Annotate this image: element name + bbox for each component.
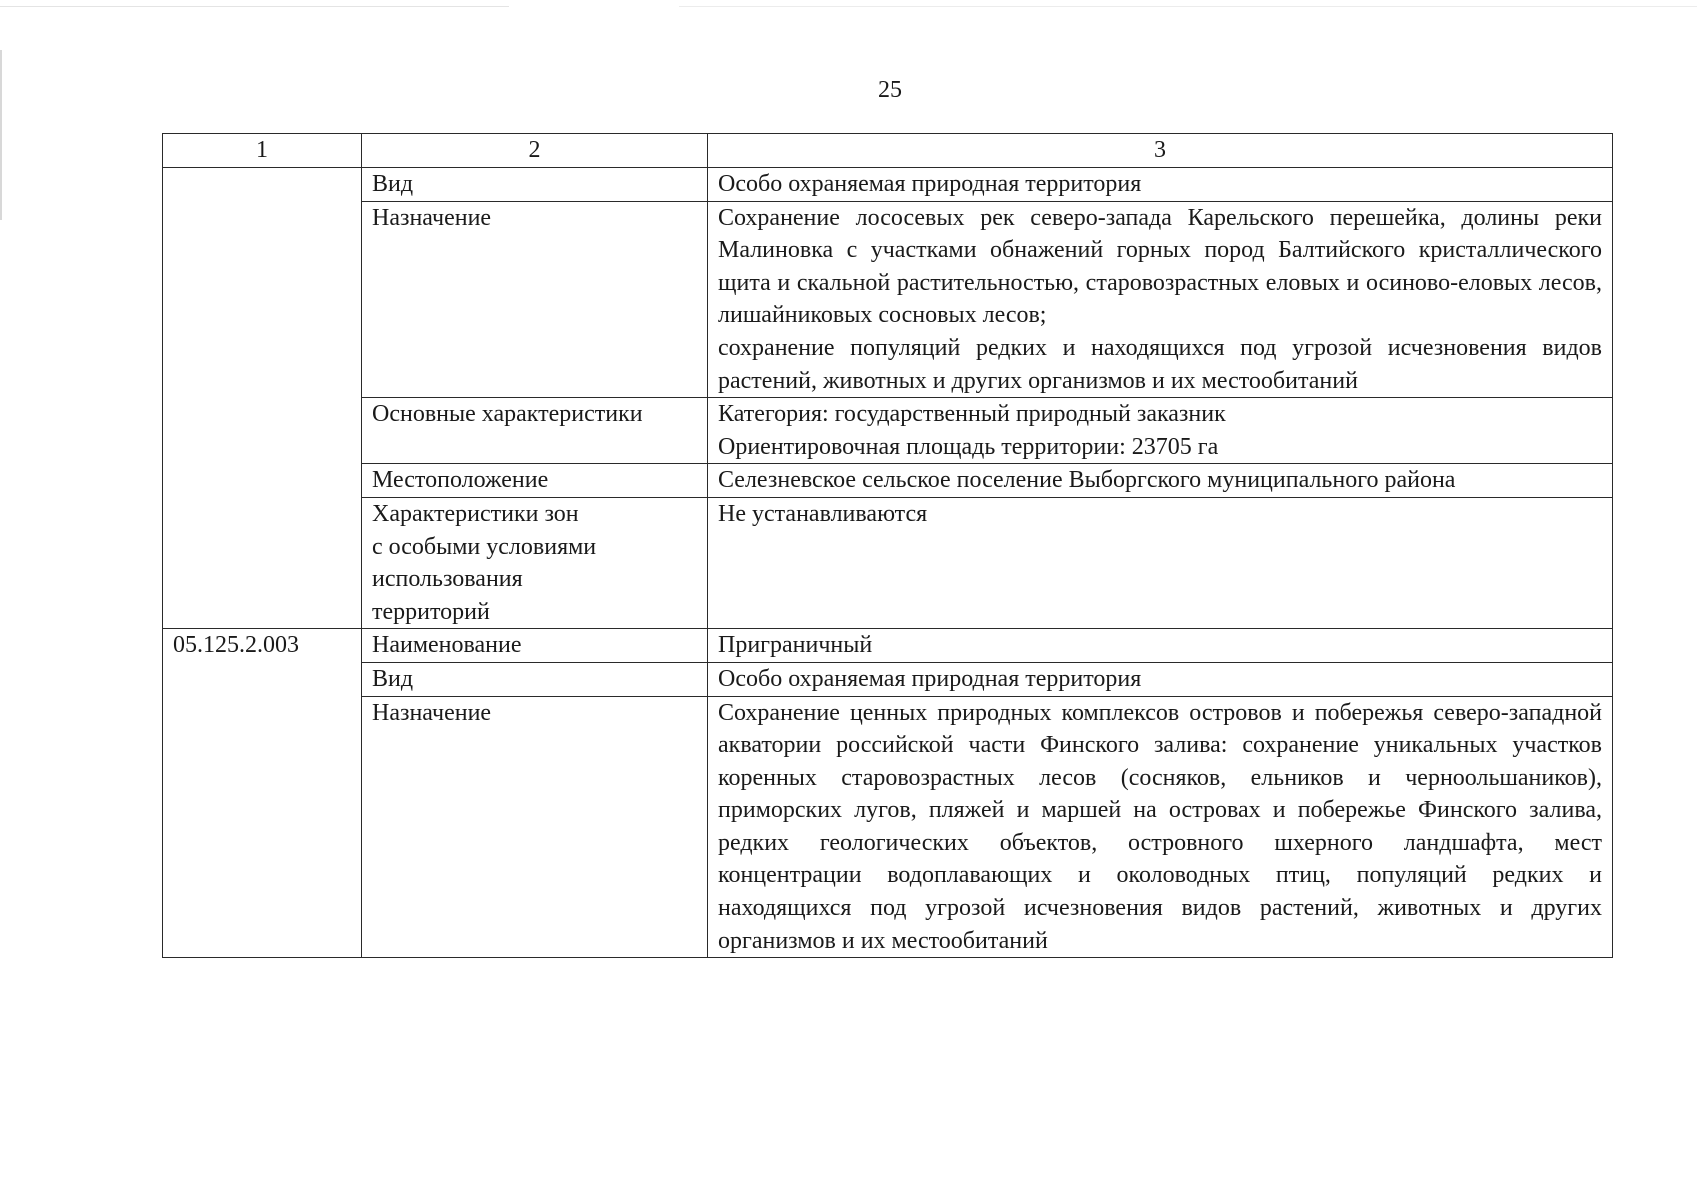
header-col-1: 1	[163, 134, 362, 168]
table-row	[163, 201, 1613, 398]
attribute-value-naimenovanie: Приграничный	[708, 629, 1613, 663]
attribute-value-zony: Не устанавливаются	[708, 497, 1613, 628]
table-header	[163, 134, 1613, 168]
naznachenie-paragraph-2: сохранение популяций редких и находящихся под угрозой исчезновения видов растений, животных и других организмов и их местообитаний	[718, 334, 1602, 394]
attribute-label-vid: Вид	[362, 662, 708, 696]
zones-table	[162, 133, 1613, 958]
osnovnye-category: Категория: государственный природный заказник	[718, 401, 1226, 428]
attribute-label-zony	[362, 497, 708, 628]
zony-label-line-1: Характеристики зон	[372, 500, 579, 527]
attribute-label-vid: Вид	[362, 168, 708, 202]
attribute-value-vid: Особо охраняемая природная территория	[708, 168, 1613, 202]
table-row	[163, 497, 1613, 628]
object-code-cell: 05.125.2.003	[163, 629, 362, 958]
attribute-value-mesto: Селезневское сельское поселение Выборгского муниципального района	[708, 464, 1613, 498]
osnovnye-area: Ориентировочная площадь территории: 23705 га	[718, 433, 1219, 460]
zony-label-line-3: использования	[372, 566, 523, 593]
table-row	[163, 662, 1613, 696]
object-code-cell	[163, 168, 362, 629]
attribute-label-osnovnye: Основные характеристики	[362, 398, 708, 464]
page-number: 25	[878, 77, 902, 103]
table-body	[163, 168, 1613, 958]
attribute-label-mesto: Местоположение	[362, 464, 708, 498]
header-col-2: 2	[362, 134, 708, 168]
attribute-value-vid: Особо охраняемая природная территория	[708, 662, 1613, 696]
scan-artifact-top	[0, 6, 1697, 7]
zony-label-line-2: с особыми условиями	[372, 533, 597, 560]
header-row	[163, 134, 1613, 168]
table-row	[163, 629, 1613, 663]
attribute-value-naznachenie: Сохранение ценных природных комплексов островов и побережья северо-западной акватории российской части Финского залива: сохранение уникальных участков коренных старовозрастных лесов (сосняков, ельников и черноольшаников), приморских лугов, пляжей и маршей на островах и побережье Финского залива, редких геологических объектов, островного шхерного ландшафта, мест концентрации водоплавающих и околоводных птиц, популяций редких и находящихся под угрозой исчезновения видов растений, животных и других организмов и их местообитаний	[708, 696, 1613, 958]
attribute-label-naimenovanie: Наименование	[362, 629, 708, 663]
table-row	[163, 696, 1613, 958]
zony-label-line-4: территорий	[372, 598, 490, 625]
attribute-value-osnovnye	[708, 398, 1613, 464]
table-row	[163, 168, 1613, 202]
attribute-label-naznachenie: Назначение	[362, 201, 708, 398]
attribute-value-naznachenie	[708, 201, 1613, 398]
naznachenie-paragraph-1: Сохранение лососевых рек северо-запада Карельского перешейка, долины реки Малиновка с участками обнажений горных пород Балтийского кристаллического щита и скальной растительностью, старовозрастных еловых и осиново-еловых лесов, лишайниковых сосновых лесов;	[718, 204, 1602, 329]
attribute-label-naznachenie: Назначение	[362, 696, 708, 958]
header-col-3: 3	[708, 134, 1613, 168]
table-row	[163, 398, 1613, 464]
table-row	[163, 464, 1613, 498]
